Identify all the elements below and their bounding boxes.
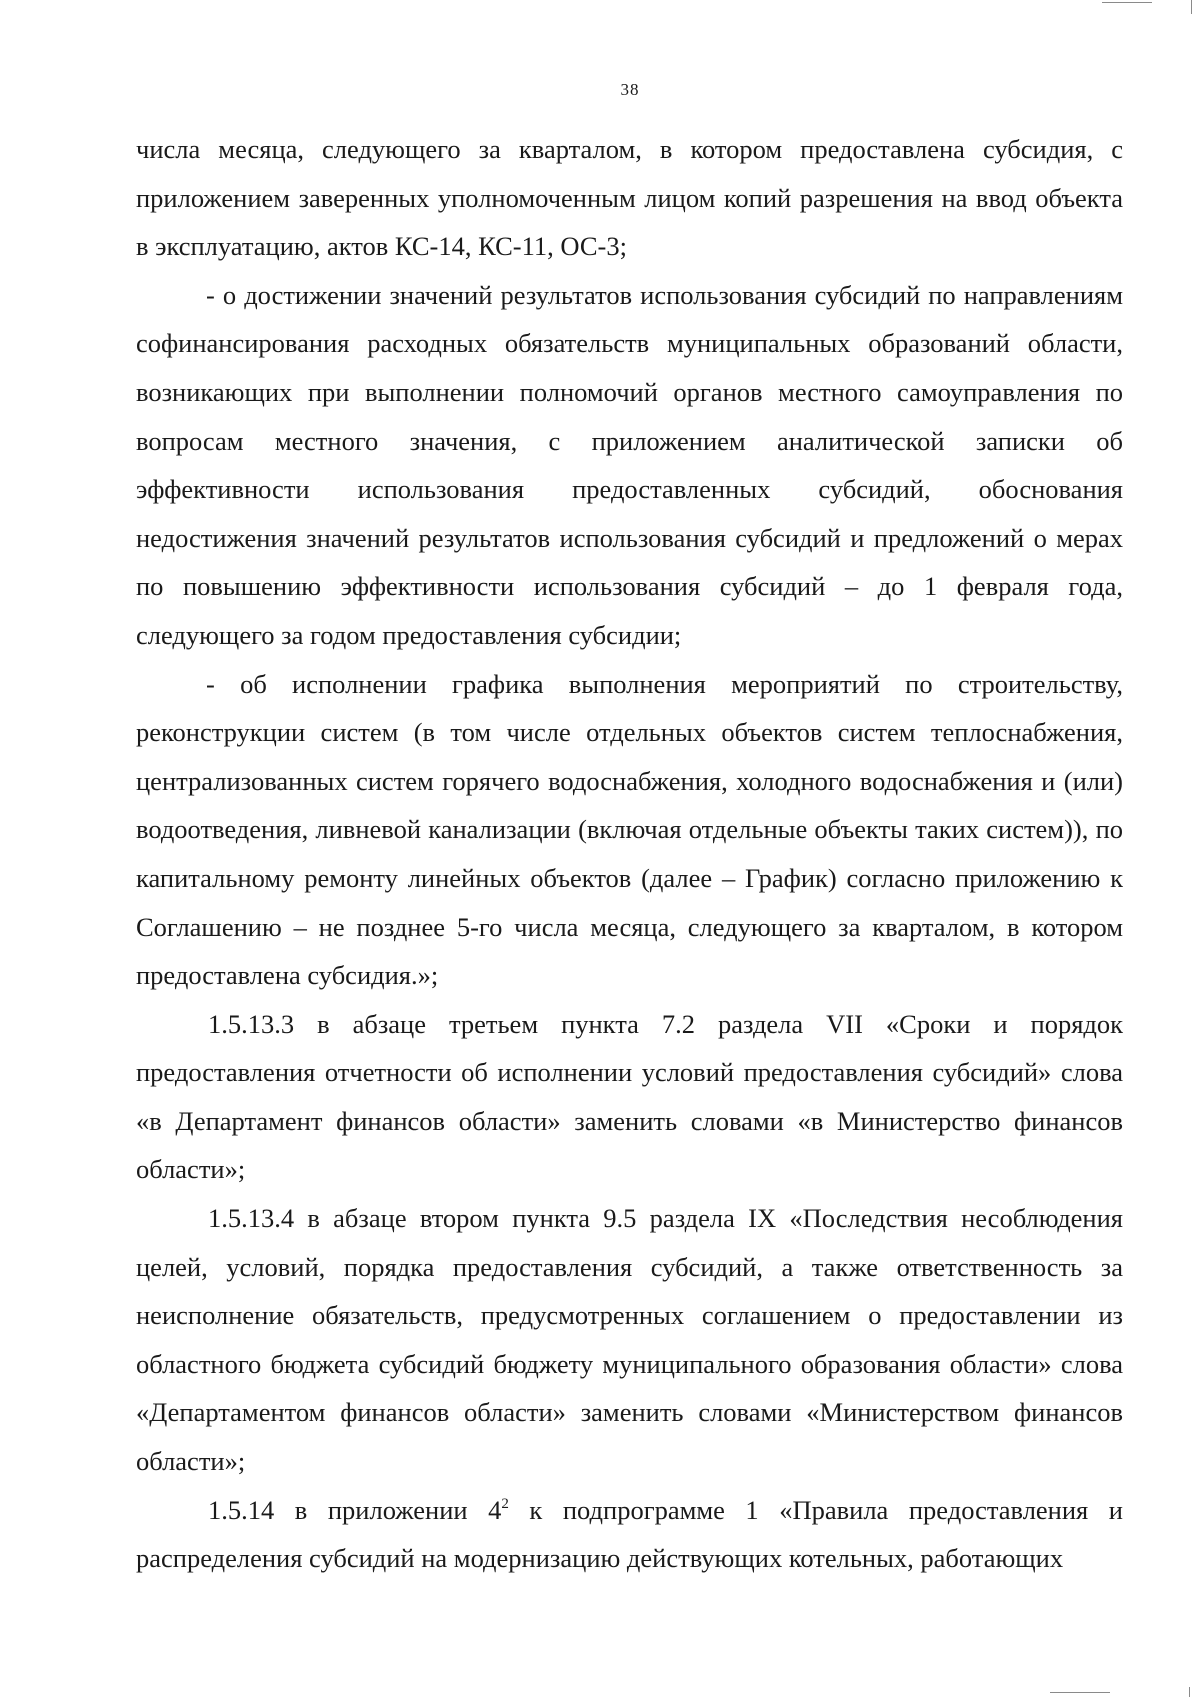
- paragraph-item-1-5-14: [136, 1486, 1123, 1583]
- document-body: [136, 125, 1123, 1583]
- item-1-5-14-lead-text: 1.5.14 в приложении 4: [208, 1494, 502, 1525]
- paragraph-item-1-5-13-4: 1.5.13.4 в абзаце втором пункта 9.5 раздела IX «Последствия несоблюдения целей, условий, порядка предоставления субсидий, а также ответственность за неисполнение обязательств, предусмотренных соглашением о предоставлении из областного бюджета субсидий бюджету муниципального образования области» слова «Департаментом финансов области» заменить словами «Министерством финансов области»;: [136, 1203, 1123, 1477]
- item-1-5-14-superscript: 2: [501, 1495, 509, 1512]
- scan-edge-mark-top-dash: [1102, 2, 1152, 3]
- paragraph-continuation: числа месяца, следующего за кварталом, в котором предоставлена субсидия, с приложением заверенных уполномоченным лицом копий разрешения на ввод объекта в эксплуатацию, актов КС-14, КС-11, ОС-3;: [136, 134, 1123, 262]
- scan-edge-mark-bottom-right: [1189, 1687, 1190, 1697]
- paragraph-item-1-5-13-3: 1.5.13.3 в абзаце третьем пункта 7.2 раздела VII «Сроки и порядок предоставления отчетности об исполнении условий предоставления субсидий» слова «в Департамент финансов области» заменить словами «в Министерство финансов области»;: [136, 1008, 1123, 1185]
- paragraph-results-report: - о достижении значений результатов использования субсидий по направлениям софинансирования расходных обязательств муниципальных образований области, возникающих при выполнении полномочий органов местного самоуправления по вопросам местного значения, с приложением аналитической записки об эффективности использования предоставленных субсидий, обоснования недостижения значений результатов использования субсидий и предложений о мерах по повышению эффективности использования субсидий – до 1 февраля года, следующего за годом предоставления субсидии;: [136, 279, 1123, 650]
- item-1-5-14-trailing-text: к подпрограмме 1 «Правила предоставления и распределения субсидий на модернизацию действующих котельных, работающих: [136, 1494, 1123, 1574]
- page-number: 38: [620, 80, 640, 99]
- scan-edge-mark-top-right: [1191, 0, 1192, 14]
- paragraph-schedule-report: - об исполнении графика выполнения мероприятий по строительству, реконструкции систем (в том числе отдельных объектов систем теплоснабжения, централизованных систем горячего водоснабжения, холодного водоснабжения и (или) водоотведения, ливневой канализации (включая отдельные объекты таких систем)), по капитальному ремонту линейных объектов (далее – График) согласно приложению к Соглашению – не позднее 5-го числа месяца, следующего за кварталом, в котором предоставлена субсидия.»;: [136, 668, 1123, 991]
- scan-edge-mark-bottom-dash: [1050, 1692, 1110, 1693]
